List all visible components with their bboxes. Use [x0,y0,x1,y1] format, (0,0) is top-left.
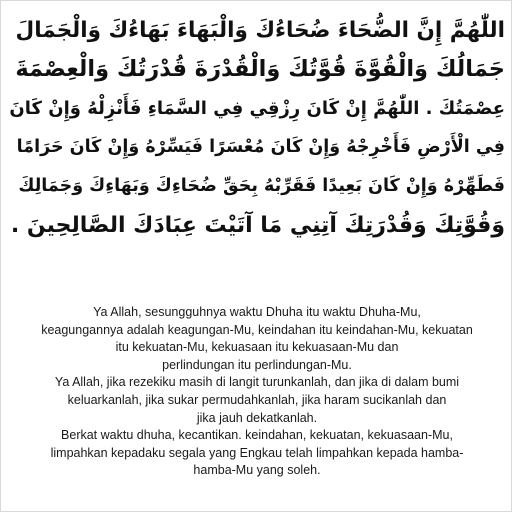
translation-line: hamba-Mu yang soleh. [193,463,321,478]
indonesian-translation [15,304,499,480]
translation-line: perlindungan itu perlindungan-Mu. [162,357,352,372]
arabic-line: فِي الْأَرْضِ فَأَخْرِجْهُ وَإِنْ كَانَ مُعْسَرًا فَيَسِّرْهُ وَإِنْ كَانَ حَرَامًا [16,137,505,157]
translation-line: itu kekuatan-Mu, kekuasaan itu kekuasaan-Mu dan [115,340,399,355]
arabic-line: عِصْمَتُكَ . اللّٰهُمَّ إِنْ كَانَ رِزْقِي فِي السَّمَاءِ فَأَنْزِلْهُ وَإِنْ كَانَ [9,98,505,119]
translation-line: Berkat waktu dhuha, kecantikan. keindahan, kekuatan, kekuasaan-Mu, [61,428,453,443]
translation-line: limpahkan kepadaku segala yang Engkau telah limpahkan kepada hamba- [50,445,464,460]
translation-line: keagungannya adalah keagungan-Mu, keindahan itu keindahan-Mu, kekuatan [41,322,473,337]
arabic-line: اللّٰهُمَّ إِنَّ الضُّحَاءَ ضُحَاءُكَ وَالْبَهَاءَ بَهَاءُكَ وَالْجَمَالَ [15,18,505,43]
arabic-dua-text [9,11,505,281]
arabic-line: جَمَالُكَ وَالْقُوَّةَ قُوَّتُكَ وَالْقُدْرَةَ قُدْرَتُكَ وَالْعِصْمَةَ [15,56,505,82]
arabic-line: وَقُوَّتِكَ وَقُدْرَتِكَ آتِنِي مَا آتَيْتَ عِبَادَكَ الصَّالِحِينَ . [10,213,505,238]
translation-line: keluarkanlah, jika sukar permudahkanlah, jika haram sucikanlah dan [67,392,447,407]
arabic-line: فَطَهِّرْهُ وَإِنْ كَانَ بَعِيدًا فَقَرِّبْهُ بِحَقِّ ضُحَاءِكَ وَبَهَاءِكَ وَجَمَالِكَ [18,176,505,196]
translation-line: Ya Allah, jika rezekiku masih di langit turunkanlah, dan jika di dalam bumi [54,375,460,390]
translation-line: jika jauh dekatkanlah. [196,410,318,425]
translation-line: Ya Allah, sesungguhnya waktu Dhuha itu waktu Dhuha-Mu, [93,305,421,319]
